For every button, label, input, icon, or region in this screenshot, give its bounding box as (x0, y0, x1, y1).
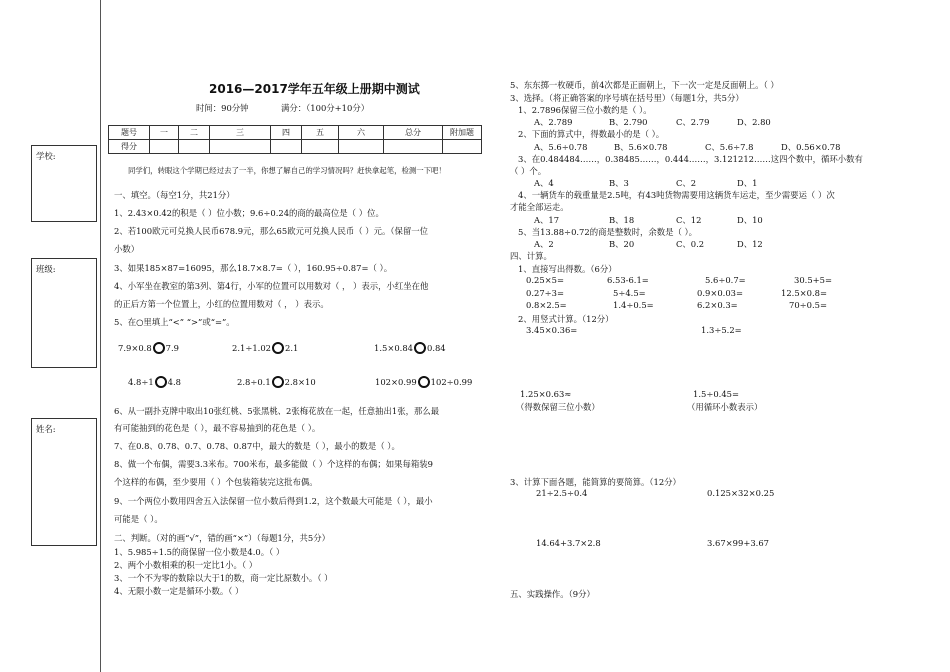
compare-right: 0.84 (426, 343, 446, 353)
choice-option[interactable]: C、0.2 (676, 239, 705, 249)
score-cell[interactable] (384, 140, 443, 154)
score-header-cell: 总分 (384, 126, 443, 140)
score-table-score-row (109, 140, 482, 154)
choice-option[interactable]: B、18 (609, 215, 635, 225)
direct-calc-item: 6.53-6.1= (607, 275, 649, 285)
choice-option[interactable]: D、2.80 (737, 117, 771, 127)
compare-left: 102×0.99 (375, 377, 417, 387)
choice-option[interactable]: C、5.6÷7.8 (705, 142, 754, 152)
direct-calc-item: 12.5×0.8= (781, 288, 828, 298)
section-4-title: 四、计算。 (510, 251, 552, 261)
compare-left: 1.5×0.84 (374, 343, 413, 353)
vertical-calc-note: （用循环小数表示） (687, 402, 763, 412)
compare-left: 2.8÷0.1 (237, 377, 271, 387)
direct-calc-item: 70÷0.5= (789, 300, 828, 310)
choice-option[interactable]: D、0.56×0.78 (781, 142, 841, 152)
choice-option[interactable]: B、2.790 (609, 117, 648, 127)
judge-1: 1、5.985÷1.5的商保留一位小数是4.0。（ ） (114, 547, 285, 557)
choice-option[interactable]: B、3 (609, 178, 629, 188)
score-header-cell: 四 (271, 126, 302, 140)
name-box[interactable] (31, 418, 97, 546)
choice-3-line1: 3、在0.484484……，0.38485……，0.444……，3.121212……这四个数中，循环小数有 (518, 154, 863, 164)
section-5-title: 五、实践操作。（9分） (510, 589, 595, 599)
section-3-title: 3、选择。（将正确答案的序号填在括号里）（每题1分，共5分） (510, 93, 744, 103)
vertical-calc-note: （得数保留三位小数） (516, 402, 600, 412)
name-label: 姓名: (36, 424, 56, 434)
vertical-calc-item: 3.45×0.36= (526, 325, 578, 335)
direct-calc-item: 6.2×0.3= (697, 300, 738, 310)
score-header-cell: 六 (339, 126, 384, 140)
choice-option[interactable]: D、1 (737, 178, 758, 188)
question-6-line2: 有可能抽到的花色是（ ），最不容易抽到的花色是（ ）。 (114, 423, 321, 433)
choice-option[interactable]: A、5.6÷0.78 (534, 142, 588, 152)
expression-item: 0.125×32×0.25 (707, 488, 775, 498)
score-cell[interactable] (210, 140, 271, 154)
judge-2: 2、两个小数相乘的积一定比1小。（ ） (114, 560, 258, 570)
question-9-line1: 9、一个两位小数用四舍五入法保留一位小数后得到1.2，这个数最大可能是（ ），最小 (114, 496, 433, 506)
compare-circle-icon[interactable] (272, 342, 284, 354)
choice-option[interactable]: D、12 (737, 239, 763, 249)
score-header-cell: 五 (302, 126, 339, 140)
time-info: 时间：90分钟 (196, 103, 249, 113)
choice-option[interactable]: A、2.789 (534, 117, 573, 127)
choice-option[interactable]: B、20 (609, 239, 635, 249)
compare-circle-icon[interactable] (272, 376, 284, 388)
direct-calc-item: 0.9×0.03= (697, 288, 744, 298)
school-label: 学校: (36, 151, 56, 161)
choice-option[interactable]: D、10 (737, 215, 763, 225)
question-3: 3、如果185×87=16095，那么18.7×8.7=（ ），160.95÷0.87=（ ）。 (114, 263, 393, 273)
class-box[interactable] (31, 258, 97, 368)
score-header-cell: 三 (210, 126, 271, 140)
class-label: 班级: (36, 264, 56, 274)
vertical-calc-item: 1.3÷5.2= (701, 325, 742, 335)
score-cell[interactable] (443, 140, 482, 154)
expression-item: 21÷2.5÷0.4 (536, 488, 588, 498)
question-4-line1: 4、小军坐在教室的第3列、第4行，小军的位置可以用数对（ ， ）表示，小红坐在他 (114, 281, 429, 291)
question-6-line1: 6、从一副扑克牌中取出10张红桃、5张黑桃、2张梅花放在一起，任意抽出1张，那么最 (114, 406, 440, 416)
question-1: 1、2.43×0.42的积是（ ）位小数；9.6÷0.24的商的最高位是（ ）位。 (114, 208, 384, 218)
compare-right: 2.8×10 (284, 377, 316, 387)
compare-circle-icon[interactable] (155, 376, 167, 388)
compare-circle-icon[interactable] (414, 342, 426, 354)
compare-circle-icon[interactable] (418, 376, 430, 388)
expression-item: 14.64+3.7×2.8 (536, 538, 601, 548)
choice-option[interactable]: A、17 (534, 215, 560, 225)
choice-4-line2: 才能全部运走。 (510, 202, 569, 212)
judge-4: 4、无限小数一定是循环小数。（ ） (114, 586, 244, 596)
section-2-title: 二、判断。（对的画“√”，错的画“×”）（每题1分，共5分） (114, 533, 330, 543)
question-7: 7、在0.8、0.78、0.7、0.78、0.87中，最大的数是（ ），最小的数是（ ）。 (114, 441, 400, 451)
section-1-title: 一、填空。（每空1分，共21分） (114, 190, 235, 200)
score-cell[interactable] (179, 140, 210, 154)
choice-2: 2、下面的算式中，得数最小的是（ ）。 (518, 129, 665, 139)
compare-left: 2.1÷1.02 (232, 343, 271, 353)
expression-item: 3.67×99+3.67 (707, 538, 769, 548)
compare-right: 2.1 (284, 343, 299, 353)
choice-option[interactable]: C、2.79 (676, 117, 710, 127)
score-cell[interactable] (302, 140, 339, 154)
score-header-cell: 题号 (109, 126, 150, 140)
compare-right: 4.8 (167, 377, 181, 387)
score-table-header-row (109, 126, 482, 140)
vertical-calc-item: 1.5÷0.45= (693, 389, 740, 399)
judge-5: 5、东东掷一枚硬币，前4次都是正面朝上，下一次一定是反面朝上。（ ） (510, 80, 779, 90)
binding-line (100, 0, 101, 672)
compare-item (237, 376, 316, 388)
judge-3: 3、一个不为零的数除以大于1的数，商一定比原数小。（ ） (114, 573, 333, 583)
direct-calc-item: 0.25×5= (526, 275, 565, 285)
score-cell[interactable] (150, 140, 179, 154)
compare-item (128, 376, 181, 388)
choice-option[interactable]: C、2 (676, 178, 697, 188)
choice-3-line2: （ ）个。 (510, 166, 547, 176)
direct-calc-item: 1.4÷0.5= (613, 300, 654, 310)
page-title: 2016—2017学年五年级上册期中测试 (209, 82, 420, 96)
compare-right: 7.9 (165, 343, 179, 353)
direct-calc-title: 1、直接写出得数。（6分） (518, 264, 617, 274)
question-4-line2: 的正后方第一个位置上，小红的位置用数对（ ， ）表示。 (114, 299, 329, 309)
question-2-line1: 2、若100欧元可兑换人民币678.9元，那么65欧元可兑换人民币（ ）元。（保留一位 (114, 226, 429, 236)
intro-text: 同学们，转眼这个学期已经过去了一半，你想了解自己的学习情况吗？赶快拿起笔，检测一下吧！ (128, 166, 446, 175)
choice-5: 5、当13.88÷0.72的商是整数时，余数是（ ）。 (518, 227, 698, 237)
school-box[interactable] (31, 145, 97, 222)
choice-4-line1: 4、一辆货车的载重量是2.5吨，有43吨货物需要用这辆货车运走，至少需要运（ ）次 (518, 190, 835, 200)
direct-calc-item: 5.6÷0.7= (705, 275, 746, 285)
score-row-label: 得分 (109, 140, 150, 154)
choice-option[interactable]: B、5.6×0.78 (614, 142, 668, 152)
choice-option[interactable]: A、2 (534, 239, 554, 249)
question-2-line2: 小数） (114, 244, 140, 254)
score-header-cell: 二 (179, 126, 210, 140)
score-header-cell: 附加题 (443, 126, 482, 140)
compare-item (232, 342, 298, 354)
compare-circle-icon[interactable] (153, 342, 165, 354)
question-8-line1: 8、做一个布偶，需要3.3米布。700米布，最多能做（ ）个这样的布偶；如果每箱装9 (114, 459, 433, 469)
question-5: 5、在○里填上“<” “>”或“=”。 (114, 317, 235, 327)
score-info: 满分：（100分+10分） (281, 103, 370, 113)
vertical-calc-item: 1.25×0.63≈ (520, 389, 572, 399)
compare-item (375, 376, 472, 388)
question-9-line2: 可能是（ ）。 (114, 514, 163, 524)
direct-calc-item: 30.5+5= (794, 275, 833, 285)
question-8-line2: 个这样的布偶，至少要用（ ）个包装箱装完这批布偶。 (114, 477, 318, 487)
score-cell[interactable] (271, 140, 302, 154)
vertical-calc-title: 2、用竖式计算。（12分） (518, 314, 614, 324)
choice-option[interactable]: C、12 (676, 215, 702, 225)
compare-left: 7.9×0.8 (118, 343, 152, 353)
score-table (108, 125, 482, 154)
score-cell[interactable] (339, 140, 384, 154)
compare-item (118, 342, 179, 354)
direct-calc-item: 5÷4.5= (613, 288, 646, 298)
compare-item (374, 342, 446, 354)
choice-1: 1、2.7896保留三位小数约是（ ）。 (518, 105, 652, 115)
direct-calc-item: 0.8×2.5= (526, 300, 567, 310)
direct-calc-item: 0.27÷3= (526, 288, 565, 298)
expression-calc-title: 3、计算下面各题，能简算的要简算。（12分） (510, 477, 681, 487)
score-header-cell: 一 (150, 126, 179, 140)
choice-option[interactable]: A、4 (534, 178, 554, 188)
compare-right: 102÷0.99 (430, 377, 473, 387)
compare-left: 4.8÷1 (128, 377, 154, 387)
